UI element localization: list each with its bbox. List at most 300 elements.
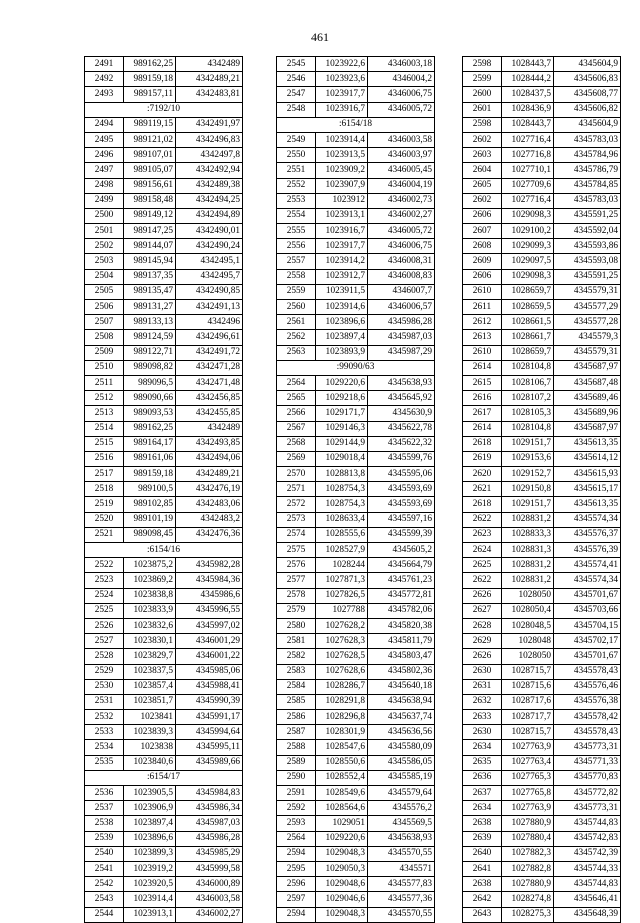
point-number: 2577 xyxy=(277,573,316,588)
table-row xyxy=(85,649,243,664)
table-row xyxy=(463,801,621,816)
y-coordinate: 4346006,75 xyxy=(368,239,435,254)
x-coordinate: 1028555,6 xyxy=(316,527,368,542)
table-row xyxy=(85,710,243,725)
point-number: 2535 xyxy=(85,755,124,770)
point-number: 2504 xyxy=(85,269,124,284)
table-row xyxy=(277,816,435,831)
table-row xyxy=(463,861,621,876)
y-coordinate: 4346003,58 xyxy=(176,892,243,907)
x-coordinate: 1023911,5 xyxy=(316,284,368,299)
y-coordinate: 4345576,38 xyxy=(554,694,621,709)
x-coordinate: 1029046,6 xyxy=(316,892,368,907)
point-number: 2543 xyxy=(85,892,124,907)
x-coordinate: 989164,17 xyxy=(124,436,176,451)
table-row xyxy=(85,421,243,436)
y-coordinate: 4345613,35 xyxy=(554,436,621,451)
y-coordinate: 4345593,69 xyxy=(368,497,435,512)
table-row xyxy=(463,497,621,512)
y-coordinate: 4345773,31 xyxy=(554,801,621,816)
y-coordinate: 4345577,83 xyxy=(368,877,435,892)
x-coordinate: 1027716,4 xyxy=(502,132,554,147)
point-number: 2606 xyxy=(463,269,502,284)
x-coordinate: 1028813,8 xyxy=(316,467,368,482)
x-coordinate: 1023913,1 xyxy=(124,907,176,922)
y-coordinate: 4346005,45 xyxy=(368,163,435,178)
y-coordinate: 4345585,19 xyxy=(368,770,435,785)
x-coordinate: 1028661,7 xyxy=(502,330,554,345)
table-row xyxy=(277,543,435,558)
y-coordinate: 4345574,34 xyxy=(554,512,621,527)
point-number: 2598 xyxy=(463,57,502,72)
x-coordinate: 1023916,7 xyxy=(316,224,368,239)
table-row xyxy=(463,877,621,892)
table-row xyxy=(277,330,435,345)
y-coordinate: 4345744,33 xyxy=(554,861,621,876)
y-coordinate: 4342489,21 xyxy=(176,467,243,482)
y-coordinate: 4345638,93 xyxy=(368,375,435,390)
table-row xyxy=(277,786,435,801)
x-coordinate: 989098,82 xyxy=(124,360,176,375)
x-coordinate: 1028831,3 xyxy=(502,543,554,558)
y-coordinate: 4345597,16 xyxy=(368,512,435,527)
point-number: 2584 xyxy=(277,679,316,694)
table-row xyxy=(277,846,435,861)
y-coordinate: 4345580,09 xyxy=(368,740,435,755)
table-row xyxy=(277,315,435,330)
table-row xyxy=(85,603,243,618)
y-coordinate: 4345996,55 xyxy=(176,603,243,618)
point-number: 2622 xyxy=(463,512,502,527)
y-coordinate: 4345579,31 xyxy=(554,284,621,299)
y-coordinate: 4345811,79 xyxy=(368,634,435,649)
point-number: 2545 xyxy=(277,57,316,72)
y-coordinate: 4346004,19 xyxy=(368,178,435,193)
point-number: 2588 xyxy=(277,740,316,755)
parcel-header-row xyxy=(85,770,243,785)
table-row xyxy=(463,406,621,421)
y-coordinate: 4346007,7 xyxy=(368,284,435,299)
point-number: 2557 xyxy=(277,254,316,269)
table-row xyxy=(277,618,435,633)
point-number: 2623 xyxy=(463,527,502,542)
x-coordinate: 1028291,8 xyxy=(316,694,368,709)
y-coordinate: 4345999,58 xyxy=(176,861,243,876)
x-coordinate: 1027628,5 xyxy=(316,649,368,664)
point-number: 2633 xyxy=(463,710,502,725)
point-number: 2626 xyxy=(463,649,502,664)
x-coordinate: 1028754,3 xyxy=(316,497,368,512)
y-coordinate: 4345802,36 xyxy=(368,664,435,679)
point-number: 2571 xyxy=(277,482,316,497)
table-row xyxy=(463,87,621,102)
x-coordinate: 989144,07 xyxy=(124,239,176,254)
point-number: 2598 xyxy=(463,117,502,132)
table-row xyxy=(85,694,243,709)
table-row xyxy=(463,664,621,679)
table-row xyxy=(463,436,621,451)
x-coordinate: 1028244 xyxy=(316,558,368,573)
x-coordinate: 1029144,9 xyxy=(316,436,368,451)
point-number: 2499 xyxy=(85,193,124,208)
table-row xyxy=(277,482,435,497)
point-number: 2638 xyxy=(463,877,502,892)
point-number: 2538 xyxy=(85,816,124,831)
x-coordinate: 1023899,3 xyxy=(124,846,176,861)
table-row xyxy=(277,406,435,421)
point-number: 2601 xyxy=(463,102,502,117)
point-number: 2549 xyxy=(277,132,316,147)
table-row xyxy=(85,193,243,208)
point-number: 2614 xyxy=(463,360,502,375)
y-coordinate: 4345599,39 xyxy=(368,527,435,542)
x-coordinate: 1023920,5 xyxy=(124,877,176,892)
y-coordinate: 4345786,79 xyxy=(554,163,621,178)
point-number: 2600 xyxy=(463,87,502,102)
x-coordinate: 1028444,2 xyxy=(502,72,554,87)
x-coordinate: 1023869,2 xyxy=(124,573,176,588)
parcel-number: :6154/17 xyxy=(85,770,243,785)
x-coordinate: 1023838 xyxy=(124,740,176,755)
x-coordinate: 1029150,8 xyxy=(502,482,554,497)
table-row xyxy=(463,193,621,208)
y-coordinate: 4345606,83 xyxy=(554,72,621,87)
point-number: 2553 xyxy=(277,193,316,208)
x-coordinate: 1023909,2 xyxy=(316,163,368,178)
point-number: 2559 xyxy=(277,284,316,299)
table-row xyxy=(463,269,621,284)
x-coordinate: 989098,45 xyxy=(124,527,176,542)
y-coordinate: 4342496,61 xyxy=(176,330,243,345)
table-row xyxy=(277,102,435,117)
y-coordinate: 4342483,06 xyxy=(176,497,243,512)
parcel-number: :7192/10 xyxy=(85,102,243,117)
y-coordinate: 4345783,03 xyxy=(554,193,621,208)
point-number: 2560 xyxy=(277,300,316,315)
y-coordinate: 4345771,33 xyxy=(554,755,621,770)
y-coordinate: 4345704,15 xyxy=(554,618,621,633)
point-number: 2542 xyxy=(85,877,124,892)
x-coordinate: 1028286,7 xyxy=(316,679,368,694)
table-row xyxy=(463,543,621,558)
table-row xyxy=(463,907,621,922)
y-coordinate: 4345773,31 xyxy=(554,740,621,755)
y-coordinate: 4345991,17 xyxy=(176,710,243,725)
table-row xyxy=(463,375,621,390)
y-coordinate: 4345987,29 xyxy=(368,345,435,360)
point-number: 2603 xyxy=(463,148,502,163)
y-coordinate: 4345820,38 xyxy=(368,618,435,633)
point-number: 2540 xyxy=(85,846,124,861)
y-coordinate: 4345599,76 xyxy=(368,451,435,466)
point-number: 2631 xyxy=(463,679,502,694)
point-number: 2642 xyxy=(463,892,502,907)
y-coordinate: 4342490,24 xyxy=(176,239,243,254)
y-coordinate: 4345985,29 xyxy=(176,846,243,861)
point-number: 2586 xyxy=(277,710,316,725)
y-coordinate: 4345701,67 xyxy=(554,588,621,603)
x-coordinate: 1023838,8 xyxy=(124,588,176,603)
table-row xyxy=(277,877,435,892)
x-coordinate: 1028301,9 xyxy=(316,725,368,740)
table-row xyxy=(463,679,621,694)
y-coordinate: 4345987,03 xyxy=(176,816,243,831)
y-coordinate: 4345989,66 xyxy=(176,755,243,770)
y-coordinate: 4342492,94 xyxy=(176,163,243,178)
point-number: 2592 xyxy=(277,801,316,816)
x-coordinate: 1029153,6 xyxy=(502,451,554,466)
table-row xyxy=(463,360,621,375)
point-number: 2564 xyxy=(277,831,316,846)
table-row xyxy=(463,284,621,299)
point-number: 2503 xyxy=(85,254,124,269)
point-number: 2497 xyxy=(85,163,124,178)
table-row xyxy=(463,618,621,633)
point-number: 2637 xyxy=(463,786,502,801)
table-row xyxy=(277,603,435,618)
point-number: 2590 xyxy=(277,770,316,785)
table-row xyxy=(463,254,621,269)
point-number: 2616 xyxy=(463,391,502,406)
x-coordinate: 1023914,4 xyxy=(316,132,368,147)
table-row xyxy=(85,755,243,770)
table-row xyxy=(277,755,435,770)
table-row xyxy=(85,315,243,330)
table-row xyxy=(85,467,243,482)
table-row xyxy=(85,284,243,299)
table-row xyxy=(85,87,243,102)
point-number: 2566 xyxy=(277,406,316,421)
table-row xyxy=(277,588,435,603)
table-row xyxy=(85,831,243,846)
y-coordinate: 4345985,06 xyxy=(176,664,243,679)
y-coordinate: 4346005,72 xyxy=(368,224,435,239)
point-number: 2630 xyxy=(463,664,502,679)
x-coordinate: 989107,01 xyxy=(124,148,176,163)
table-row xyxy=(277,163,435,178)
point-number: 2564 xyxy=(277,375,316,390)
table-row xyxy=(85,801,243,816)
x-coordinate: 1023832,6 xyxy=(124,618,176,633)
y-coordinate: 4345578,43 xyxy=(554,664,621,679)
table-row xyxy=(85,907,243,922)
point-number: 2594 xyxy=(277,907,316,922)
table-row xyxy=(85,72,243,87)
table-row xyxy=(463,588,621,603)
x-coordinate: 1027763,9 xyxy=(502,740,554,755)
y-coordinate: 4345577,36 xyxy=(368,892,435,907)
x-coordinate: 1028274,8 xyxy=(502,892,554,907)
y-coordinate: 4342495,7 xyxy=(176,269,243,284)
point-number: 2532 xyxy=(85,710,124,725)
point-number: 2561 xyxy=(277,315,316,330)
x-coordinate: 1023912 xyxy=(316,193,368,208)
point-number: 2622 xyxy=(463,573,502,588)
x-coordinate: 989096,5 xyxy=(124,375,176,390)
y-coordinate: 4346001,22 xyxy=(176,649,243,664)
x-coordinate: 1028050 xyxy=(502,588,554,603)
x-coordinate: 1028831,2 xyxy=(502,573,554,588)
point-number: 2569 xyxy=(277,451,316,466)
x-coordinate: 1023830,1 xyxy=(124,634,176,649)
point-number: 2492 xyxy=(85,72,124,87)
table-row xyxy=(463,816,621,831)
y-coordinate: 4345592,04 xyxy=(554,224,621,239)
point-number: 2524 xyxy=(85,588,124,603)
x-coordinate: 1028633,4 xyxy=(316,512,368,527)
coordinate-table-right xyxy=(462,56,621,923)
y-coordinate: 4346003,58 xyxy=(368,132,435,147)
point-number: 2498 xyxy=(85,178,124,193)
y-coordinate: 4346004,2 xyxy=(368,72,435,87)
parcel-number: :6154/18 xyxy=(277,117,435,132)
y-coordinate: 4346008,83 xyxy=(368,269,435,284)
y-coordinate: 4345784,96 xyxy=(554,148,621,163)
point-number: 2638 xyxy=(463,816,502,831)
x-coordinate: 1023906,9 xyxy=(124,801,176,816)
point-number: 2511 xyxy=(85,375,124,390)
x-coordinate: 1023896,6 xyxy=(124,831,176,846)
x-coordinate: 1029151,7 xyxy=(502,436,554,451)
point-number: 2533 xyxy=(85,725,124,740)
table-row xyxy=(463,148,621,163)
table-row xyxy=(463,573,621,588)
y-coordinate: 4345622,78 xyxy=(368,421,435,436)
table-row xyxy=(463,649,621,664)
x-coordinate: 1028105,3 xyxy=(502,406,554,421)
y-coordinate: 4342489 xyxy=(176,57,243,72)
point-number: 2589 xyxy=(277,755,316,770)
table-row xyxy=(277,664,435,679)
x-coordinate: 1028443,7 xyxy=(502,117,554,132)
x-coordinate: 1027880,9 xyxy=(502,877,554,892)
point-number: 2591 xyxy=(277,786,316,801)
x-coordinate: 1023857,4 xyxy=(124,679,176,694)
y-coordinate: 4345571 xyxy=(368,861,435,876)
table-row xyxy=(277,72,435,87)
table-row xyxy=(463,558,621,573)
table-row xyxy=(463,770,621,785)
x-coordinate: 989090,66 xyxy=(124,391,176,406)
x-coordinate: 989119,15 xyxy=(124,117,176,132)
y-coordinate: 4345591,25 xyxy=(554,208,621,223)
table-row xyxy=(277,907,435,922)
table-row xyxy=(463,740,621,755)
x-coordinate: 989156,61 xyxy=(124,178,176,193)
coordinate-table-left xyxy=(84,56,243,923)
table-row xyxy=(85,558,243,573)
table-row xyxy=(463,786,621,801)
table-row xyxy=(277,801,435,816)
point-number: 2516 xyxy=(85,451,124,466)
point-number: 2548 xyxy=(277,102,316,117)
y-coordinate: 4345986,6 xyxy=(176,588,243,603)
point-number: 2597 xyxy=(277,892,316,907)
point-number: 2552 xyxy=(277,178,316,193)
x-coordinate: 1027765,3 xyxy=(502,770,554,785)
y-coordinate: 4345578,42 xyxy=(554,710,621,725)
x-coordinate: 1027826,5 xyxy=(316,588,368,603)
point-number: 2531 xyxy=(85,694,124,709)
table-row xyxy=(85,725,243,740)
point-number: 2615 xyxy=(463,375,502,390)
x-coordinate: 1029050,3 xyxy=(316,861,368,876)
x-coordinate: 1028717,6 xyxy=(502,694,554,709)
y-coordinate: 4345576,39 xyxy=(554,543,621,558)
x-coordinate: 1028527,9 xyxy=(316,543,368,558)
table-row xyxy=(277,269,435,284)
x-coordinate: 1023913,1 xyxy=(316,208,368,223)
table-row xyxy=(463,300,621,315)
point-number: 2612 xyxy=(463,315,502,330)
y-coordinate: 4342494,06 xyxy=(176,451,243,466)
x-coordinate: 1029100,2 xyxy=(502,224,554,239)
point-number: 2595 xyxy=(277,861,316,876)
x-coordinate: 1029151,7 xyxy=(502,497,554,512)
y-coordinate: 4345579,3 xyxy=(554,330,621,345)
x-coordinate: 1023829,7 xyxy=(124,649,176,664)
x-coordinate: 1027628,6 xyxy=(316,664,368,679)
y-coordinate: 4345803,47 xyxy=(368,649,435,664)
y-coordinate: 4346006,57 xyxy=(368,300,435,315)
x-coordinate: 1027763,4 xyxy=(502,755,554,770)
x-coordinate: 1023840,6 xyxy=(124,755,176,770)
table-row xyxy=(277,254,435,269)
table-row xyxy=(85,861,243,876)
x-coordinate: 1023912,7 xyxy=(316,269,368,284)
point-number: 2608 xyxy=(463,239,502,254)
x-coordinate: 1023923,6 xyxy=(316,72,368,87)
x-coordinate: 1023905,5 xyxy=(124,786,176,801)
point-number: 2510 xyxy=(85,360,124,375)
point-number: 2629 xyxy=(463,634,502,649)
x-coordinate: 1028659,7 xyxy=(502,284,554,299)
y-coordinate: 4345570,55 xyxy=(368,907,435,922)
x-coordinate: 1027880,4 xyxy=(502,831,554,846)
table-row xyxy=(85,117,243,132)
y-coordinate: 4345577,28 xyxy=(554,315,621,330)
table-row xyxy=(277,193,435,208)
point-number: 2541 xyxy=(85,861,124,876)
x-coordinate: 1028754,3 xyxy=(316,482,368,497)
y-coordinate: 4345576,2 xyxy=(368,801,435,816)
point-number: 2607 xyxy=(463,224,502,239)
y-coordinate: 4342476,36 xyxy=(176,527,243,542)
x-coordinate: 1027788 xyxy=(316,603,368,618)
table-row xyxy=(277,421,435,436)
x-coordinate: 1029098,3 xyxy=(502,208,554,223)
x-coordinate: 989145,94 xyxy=(124,254,176,269)
table-row xyxy=(463,527,621,542)
point-number: 2614 xyxy=(463,421,502,436)
table-row xyxy=(85,391,243,406)
y-coordinate: 4345702,17 xyxy=(554,634,621,649)
x-coordinate: 1023919,2 xyxy=(124,861,176,876)
table-row xyxy=(85,512,243,527)
point-number: 2513 xyxy=(85,406,124,421)
point-number: 2606 xyxy=(463,208,502,223)
table-row xyxy=(277,573,435,588)
x-coordinate: 989100,5 xyxy=(124,482,176,497)
x-coordinate: 1027628,3 xyxy=(316,634,368,649)
x-coordinate: 1029018,4 xyxy=(316,451,368,466)
y-coordinate: 4346005,72 xyxy=(368,102,435,117)
table-row xyxy=(85,375,243,390)
x-coordinate: 1028550,6 xyxy=(316,755,368,770)
x-coordinate: 989161,06 xyxy=(124,451,176,466)
y-coordinate: 4342455,85 xyxy=(176,406,243,421)
point-number: 2632 xyxy=(463,694,502,709)
